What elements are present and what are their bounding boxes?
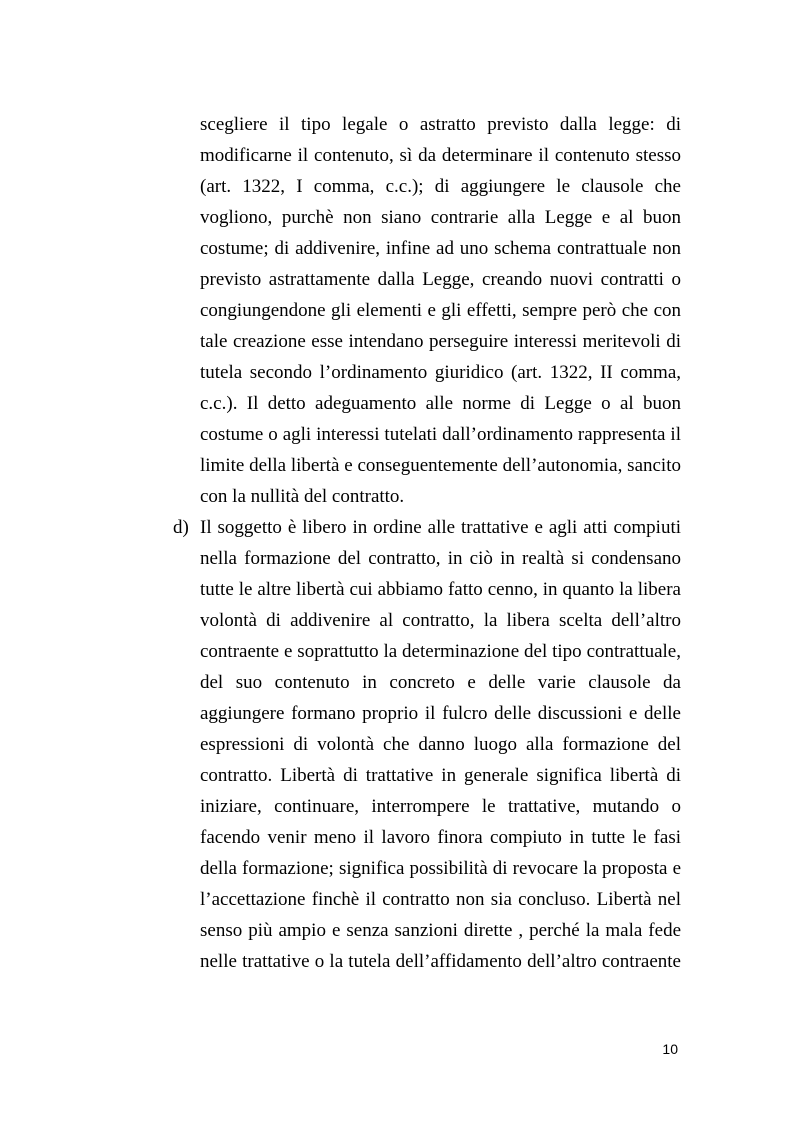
text-line: espressioni di volontà che danno luogo alla formazione del [200,734,681,755]
text-line: vogliono, purchè non siano contrarie alla Legge e al buon [200,207,681,228]
page-number: 10 [662,1041,678,1057]
text-line: volontà di addivenire al contratto, la libera scelta dell’altro [200,610,681,631]
text-line: nella formazione del contratto, in ciò in realtà si condensano [200,548,681,569]
text-line: costume o agli interessi tutelati dall’ordinamento rappresenta il [200,424,681,445]
text-line: previsto astrattamente dalla Legge, creando nuovi contratti o [200,269,681,290]
text-line: tale creazione esse intendano perseguire interessi meritevoli di [200,331,681,352]
text-line: del suo contenuto in concreto e delle varie clausole da [200,672,681,693]
text-line: Il soggetto è libero in ordine alle trattative e agli atti compiuti [200,517,681,538]
text-line: congiungendone gli elementi e gli effetti, sempre però che con [200,300,681,321]
list-marker: d) [173,517,189,538]
text-line: costume; di addivenire, infine ad uno schema contrattuale non [200,238,681,259]
text-line: della formazione; significa possibilità di revocare la proposta e [200,858,681,879]
text-line: tutte le altre libertà cui abbiamo fatto cenno, in quanto la libera [200,579,681,600]
text-line: modificarne il contenuto, sì da determinare il contenuto stesso [200,145,681,166]
text-line: scegliere il tipo legale o astratto previsto dalla legge: di [200,114,681,135]
text-line: contraente e soprattutto la determinazione del tipo contrattuale, [200,641,681,662]
text-line: c.c.). Il detto adeguamento alle norme di Legge o al buon [200,393,681,414]
text-line: con la nullità del contratto. [200,486,405,507]
text-line: iniziare, continuare, interrompere le trattative, mutando o [200,796,681,817]
text-line: aggiungere formano proprio il fulcro delle discussioni e delle [200,703,681,724]
text-line: limite della libertà e conseguentemente dell’autonomia, sancito [200,455,681,476]
text-line: l’accettazione finchè il contratto non sia concluso. Libertà nel [200,889,681,910]
text-line: (art. 1322, I comma, c.c.); di aggiungere le clausole che [200,176,681,197]
text-line: facendo venir meno il lavoro finora compiuto in tutte le fasi [200,827,681,848]
text-line: contratto. Libertà di trattative in generale significa libertà di [200,765,681,786]
text-line: tutela secondo l’ordinamento giuridico (art. 1322, II comma, [200,362,681,383]
text-line: nelle trattative o la tutela dell’affidamento dell’altro contraente [200,951,681,972]
text-line: senso più ampio e senza sanzioni dirette , perché la mala fede [200,920,681,941]
